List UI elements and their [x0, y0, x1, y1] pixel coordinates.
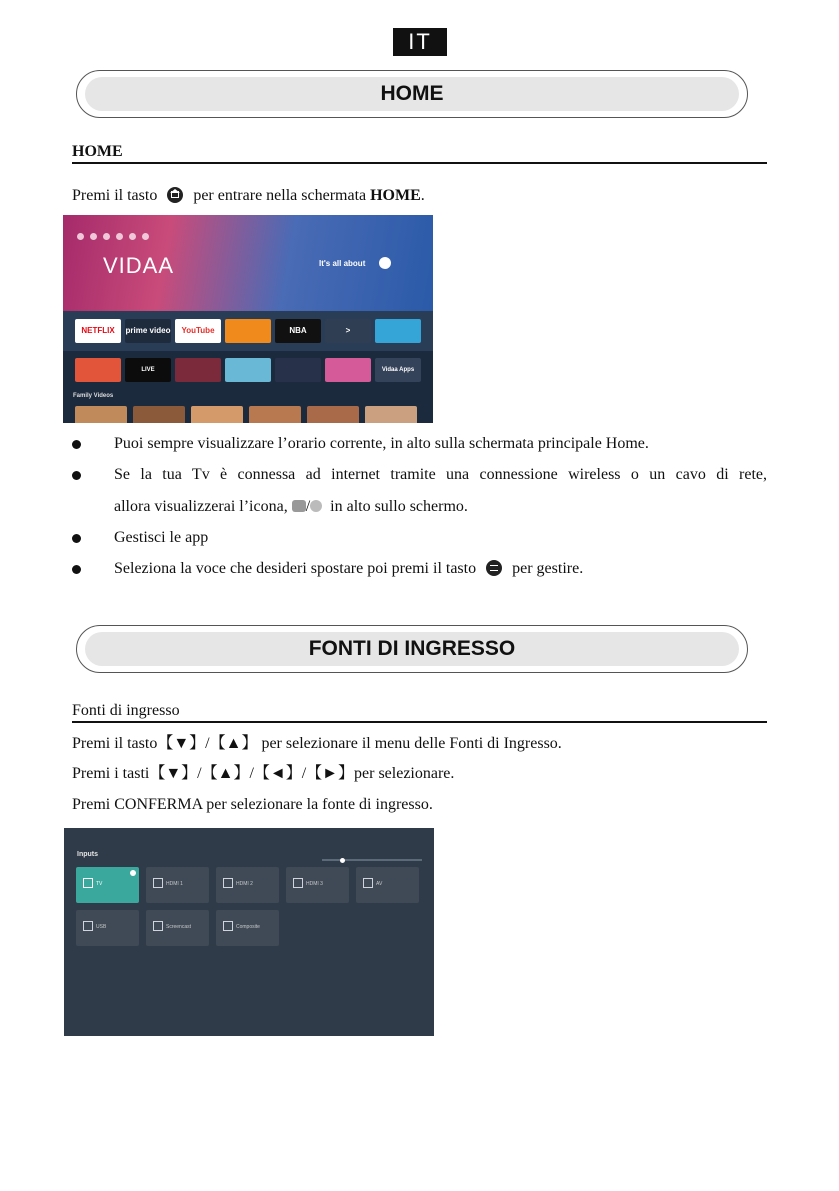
content-tile[interactable]	[225, 358, 271, 382]
intro-text-after: per entrare nella schermata	[193, 187, 367, 204]
app-tile[interactable]: >	[325, 319, 371, 343]
video-thumbnail[interactable]	[75, 406, 127, 423]
intro-end: .	[420, 187, 425, 204]
bullet-2-line2	[114, 497, 468, 517]
input-source-label: HDMI 3	[306, 881, 323, 887]
selected-check-icon	[130, 870, 136, 876]
inputs-scroll-knob	[340, 858, 345, 863]
app-tile[interactable]	[375, 319, 421, 343]
hero-headline: It's all about	[319, 259, 366, 268]
inputs-title: Inputs	[77, 851, 98, 858]
input-source-icon	[153, 921, 163, 931]
input-source-label: Composite	[236, 924, 260, 930]
input-source-icon	[293, 878, 303, 888]
bullet-dot	[72, 471, 81, 480]
input-source-label: AV	[376, 881, 383, 887]
bullet-2-before: allora visualizzerai l’icona,	[114, 498, 288, 515]
input-source-icon	[83, 878, 93, 888]
wifi-icon	[292, 500, 306, 512]
input-source-card[interactable]	[76, 910, 139, 946]
home-banner-title: HOME	[85, 77, 739, 111]
home-intro	[72, 186, 425, 206]
input-source-label: TV	[96, 881, 103, 887]
sources-line-3: Premi CONFERMA per selezionare la fonte di ingresso.	[72, 796, 433, 813]
intro-bold-home: HOME	[370, 187, 421, 204]
inputs-screenshot	[64, 828, 434, 1036]
sources-section-heading: Fonti di ingresso	[72, 701, 767, 723]
bullet-dot	[72, 565, 81, 574]
bullet-2-line1: Se la tua Tv è connessa ad internet tramite una connessione wireless o un cavo di rete,	[114, 466, 767, 483]
home-key-icon	[167, 187, 183, 203]
app-tile[interactable]	[225, 319, 271, 343]
app-tile[interactable]: NBA	[275, 319, 321, 343]
sources-line-1: Premi il tasto【▼】/【▲】 per selezionare il menu delle Fonti di Ingresso.	[72, 735, 562, 752]
video-thumbnail[interactable]	[133, 406, 185, 423]
input-source-label: HDMI 2	[236, 881, 253, 887]
video-thumbnail[interactable]	[191, 406, 243, 423]
inputs-scroll-indicator	[322, 859, 422, 861]
intro-text-before: Premi il tasto	[72, 187, 158, 204]
vidaa-logo: VIDAA	[103, 253, 175, 278]
bullet-2-after: in alto sullo schermo.	[330, 498, 468, 515]
top-status-icons	[77, 227, 155, 245]
input-source-icon	[223, 921, 233, 931]
bullet-3-text: Gestisci le app	[114, 529, 209, 546]
sources-line-2: Premi i tasti【▼】/【▲】/【◄】/【►】per selezionare.	[72, 765, 455, 782]
home-screen-screenshot	[63, 215, 433, 423]
content-tile[interactable]	[325, 358, 371, 382]
bullet-dot	[72, 440, 81, 449]
input-source-icon	[223, 878, 233, 888]
content-tile[interactable]	[75, 358, 121, 382]
content-tile[interactable]: LIVE	[125, 358, 171, 382]
content-tile[interactable]	[175, 358, 221, 382]
play-icon	[379, 257, 391, 269]
content-tile[interactable]	[275, 358, 321, 382]
app-tile[interactable]: NETFLIX	[75, 319, 121, 343]
input-source-icon	[363, 878, 373, 888]
input-source-label: USB	[96, 924, 107, 930]
video-thumbnail[interactable]	[249, 406, 301, 423]
menu-key-icon	[486, 560, 502, 576]
bullet-4-after: per gestire.	[512, 560, 584, 577]
home-section-heading: HOME	[72, 142, 767, 164]
bullet-4-before: Seleziona la voce che desideri spostare poi premi il tasto	[114, 560, 477, 577]
video-thumbnail[interactable]	[365, 406, 417, 423]
input-source-card[interactable]	[76, 867, 139, 903]
input-source-card[interactable]	[216, 867, 279, 903]
input-source-card[interactable]	[146, 867, 209, 903]
app-tile[interactable]: prime video	[125, 319, 171, 343]
language-badge: IT	[393, 28, 447, 56]
home-banner	[76, 70, 748, 118]
input-source-card[interactable]	[356, 867, 419, 903]
ethernet-icon	[310, 500, 322, 512]
app-tile[interactable]: YouTube	[175, 319, 221, 343]
sources-banner	[76, 625, 748, 673]
input-source-icon	[83, 921, 93, 931]
input-source-card[interactable]	[216, 910, 279, 946]
video-thumbnail[interactable]	[307, 406, 359, 423]
sources-banner-title: FONTI DI INGRESSO	[85, 632, 739, 666]
input-source-label: HDMI 1	[166, 881, 183, 887]
input-source-card[interactable]	[286, 867, 349, 903]
bullet-dot	[72, 534, 81, 543]
content-tile[interactable]: Vidaa Apps	[375, 358, 421, 382]
bullet-4-text	[114, 559, 583, 579]
row-label: Family Videos	[73, 393, 114, 399]
bullet-1-text: Puoi sempre visualizzare l’orario corrente, in alto sulla schermata principale Home.	[114, 435, 649, 452]
input-source-icon	[153, 878, 163, 888]
icon-separator: /	[305, 498, 311, 515]
input-source-card[interactable]	[146, 910, 209, 946]
input-source-label: Screencast	[166, 924, 192, 930]
